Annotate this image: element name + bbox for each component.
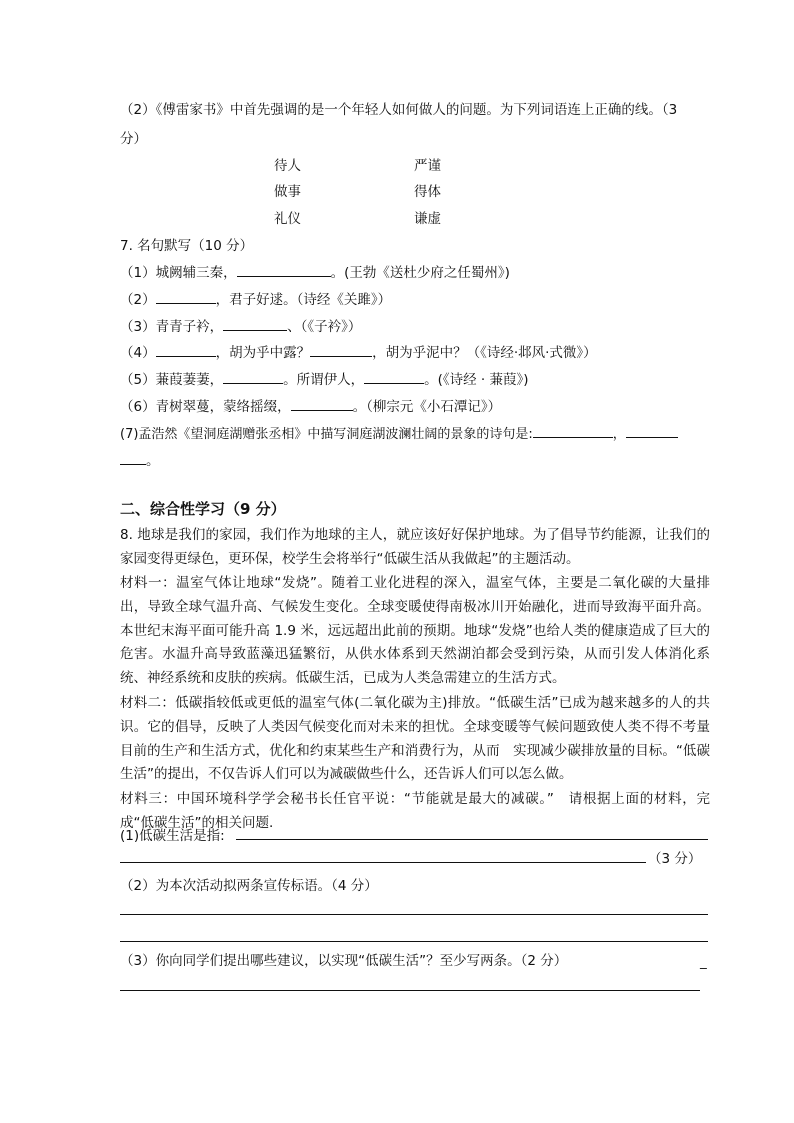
q8-intro: 8. 地球是我们的家园，我们作为地球的主人，就应该好好保护地球。为了倡导节约能源，让我们的家园变得更绿色，更环保，校学生会将举行“低碳生活从我做起”的主题活动。 [120, 527, 710, 567]
q7-item-6: （6）青树翠蔓，蒙络摇缀， 。（柳宗元《小石潭记》） [120, 396, 501, 417]
match-right-word: 谦虚 [414, 211, 441, 227]
q7-title: 7. 名句默写（10 分） [120, 238, 254, 254]
q6-part2-line2: 分） [120, 131, 147, 147]
match-left-word: 待人 [274, 158, 301, 174]
fill-blank[interactable] [291, 396, 353, 411]
fill-blank[interactable] [156, 342, 216, 357]
fill-blank[interactable] [533, 423, 613, 438]
answer-line[interactable] [120, 990, 700, 991]
q7-item-7-cont: 。 [120, 450, 160, 471]
answer-line[interactable] [120, 862, 646, 863]
answer-line[interactable] [120, 941, 708, 942]
material-1: 材料一：温室气体让地球“发烧”。随着工业化进程的深入，温室气体，主要是二氧化碳的大量排出，导致全球气温升高、气候发生变化。全球变暖使得南极冰川开始融化，进而导致海平面升高。本世纪末海平面可能升高 1.9 米，远远超出此前的预期。地球“发烧”也给人类的健康造成了巨大的危害。水温升高导致蓝藻迅猛繁衍，从供水体系到天然湖泊都会受到污染，从而引发人体消化系统、神经系统和皮肤的疾病。低碳生活，已成为人类急需建立的生活方式。 [120, 575, 710, 687]
match-left-word: 做事 [274, 184, 301, 200]
fill-blank[interactable] [223, 369, 283, 384]
match-right-word: 得体 [414, 184, 441, 200]
sub-question-1-label: (1)低碳生活是指: [120, 828, 225, 844]
q7-item-5: （5）蒹葭萋萋， 。所谓伊人， 。(《诗经 · 蒹葭》) [120, 369, 529, 390]
q7-item-2: （2） ，君子好逑。（诗经《关雎》） [120, 289, 391, 310]
q6-part2-line1: （2）《傅雷家书》中首先强调的是一个年轻人如何做人的问题。为下列词语连上正确的线。（3 [120, 102, 678, 118]
match-left-word: 礼仪 [274, 211, 301, 227]
fill-blank[interactable] [237, 262, 331, 277]
answer-line[interactable] [120, 914, 708, 915]
q7-item-3: （3）青青子衿， 、（《子衿》） [120, 316, 361, 337]
answer-line[interactable] [236, 839, 708, 840]
fill-blank[interactable] [120, 450, 146, 465]
sub-question-2-label: （2）为本次活动拟两条宣传标语。（4 分） [120, 878, 378, 894]
q7-item-7: (7)孟浩然《望洞庭湖赠张丞相》中描写洞庭湖波澜壮阔的景象的诗句是: ， [120, 423, 678, 445]
sub-question-3-trail: _ [700, 954, 707, 970]
q7-item-4: （4） ，胡为乎中露？ ，胡为乎泥中？（《诗经·邶风·式微》） [120, 342, 597, 363]
fill-blank[interactable] [364, 369, 424, 384]
fill-blank[interactable] [223, 316, 287, 331]
match-right-word: 严谨 [414, 158, 441, 174]
section-heading: 二、综合性学习（9 分） [120, 500, 286, 518]
fill-blank[interactable] [626, 423, 678, 438]
sub-question-3-label: （3）你向同学们提出哪些建议，以实现“低碳生活”？至少写两条。（2 分） [120, 953, 568, 969]
sub-question-1-score: （3 分） [648, 851, 702, 867]
fill-blank[interactable] [310, 342, 372, 357]
fill-blank[interactable] [156, 289, 216, 304]
material-2: 材料二：低碳指较低或更低的温室气体(二氧化碳为主)排放。“低碳生活”已成为越来越多的人的共识。它的倡导，反映了人类因气候变化而对未来的担忧。全球变暖等气候问题致使人类不得不考量目前的生产和生活方式，优化和约束某些生产和消费行为，从而 实现减少碳排放量的目标。“低碳生活”的提出，不仅告诉人们可以为减碳做些什么，还告诉人们可以怎么做。 [120, 695, 710, 783]
q7-item-1: （1）城阙辅三秦， 。(王勃《送杜少府之任蜀州》) [120, 262, 510, 283]
material-3: 材料三：中国环境科学学会秘书长任官平说：“节能就是最大的减碳。” 请根据上面的材料，完成“低碳生活”的相关问题. [120, 791, 710, 831]
